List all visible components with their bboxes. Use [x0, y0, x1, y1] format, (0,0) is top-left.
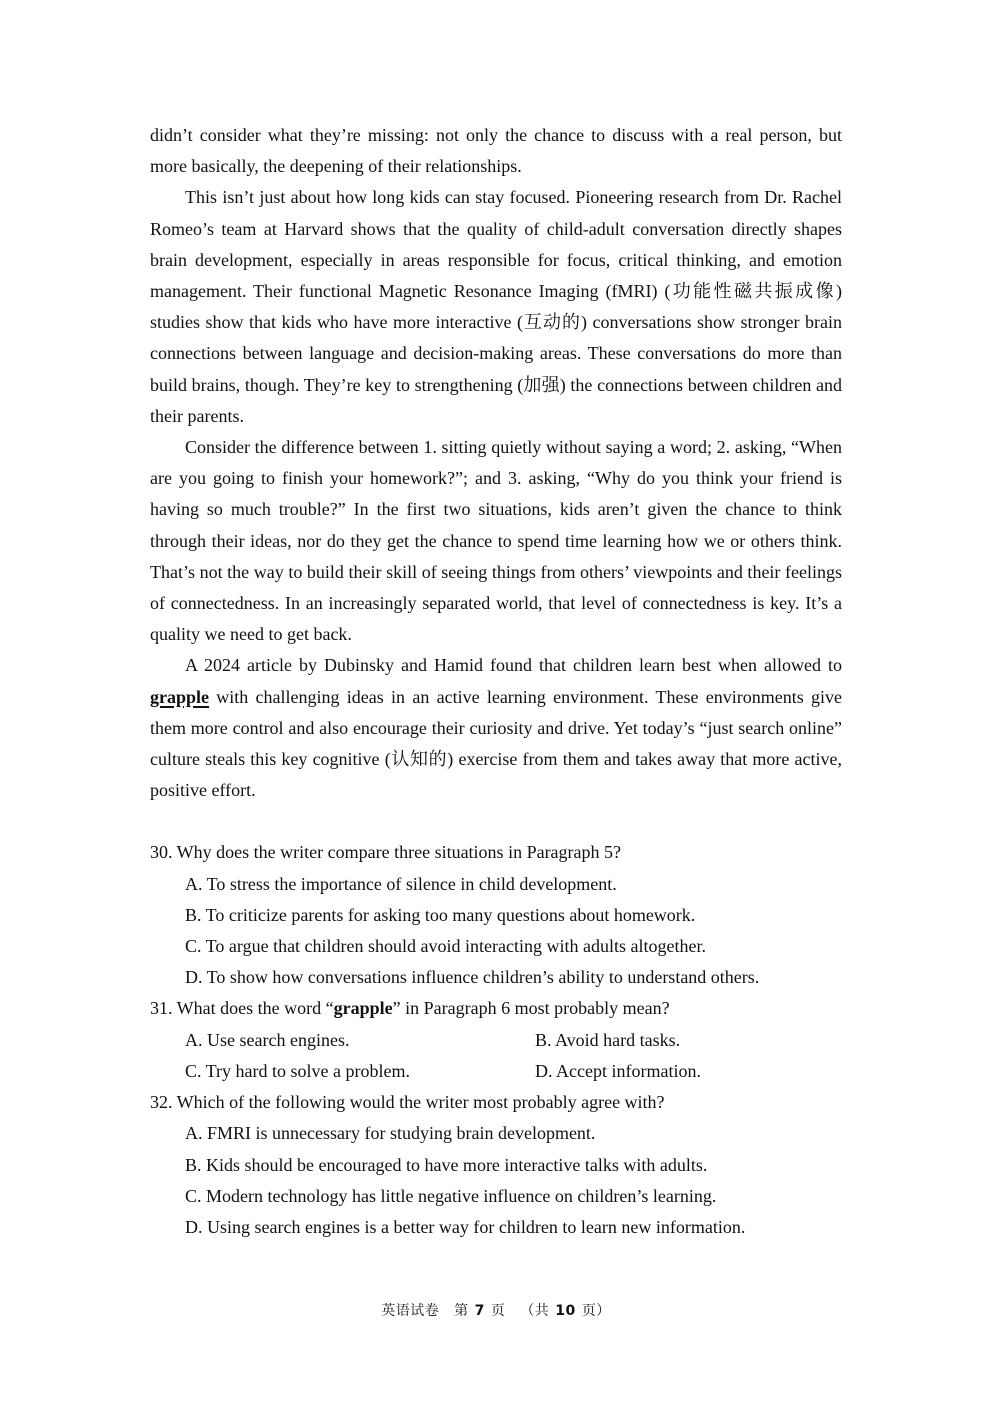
- paragraph-6: [150, 650, 842, 806]
- exam-page-content: [150, 120, 842, 1243]
- question-32-option-d: D. Using search engines is a better way for children to learn new information.: [185, 1216, 746, 1237]
- question-31-option-a: A. Use search engines.: [185, 1029, 350, 1050]
- question-31: [150, 993, 842, 1087]
- question-31-keyword: grapple: [333, 998, 393, 1019]
- question-32-option-b: B. Kids should be encouraged to have more interactive talks with adults.: [185, 1154, 708, 1175]
- question-31-stem: [150, 993, 842, 1024]
- question-31-option-c: C. Try hard to solve a problem.: [185, 1060, 410, 1081]
- footer-page-number: 7: [474, 1303, 485, 1319]
- question-32-stem: 32. Which of the following would the writer most probably agree with?: [150, 1092, 665, 1113]
- question-30-option-c: C. To argue that children should avoid interacting with adults altogether.: [185, 936, 706, 957]
- question-31-stem-after: ” in Paragraph 6 most probably mean?: [392, 998, 670, 1019]
- page-footer: [0, 1300, 992, 1320]
- paragraph-6-before: A 2024 article by Dubinsky and Hamid found that children learn best when allowed to: [185, 655, 842, 676]
- questions-section: [150, 837, 842, 1243]
- paragraph-4: This isn’t just about how long kids can stay focused. Pioneering research from Dr. Rachel Romeo’s team at Harvard shows that the quality of child-adult conversation directly shapes brain development, especially in areas responsible for focus, critical thinking, and emotion management. Their functional Magnetic Resonance Imaging (fMRI) (功能性磁共振成像) studies show that kids who have more interactive (互动的) conversations show stronger brain connections between language and decision-making areas. These conversations do more than build brains, though. They’re key to strengthening (加强) the connections between children and their parents.: [150, 187, 842, 426]
- footer-page-prefix: 第: [454, 1303, 469, 1319]
- paragraph-continued: didn’t consider what they’re missing: not only the chance to discuss with a real person, but more basically, the deepening of their relationships.: [150, 125, 842, 177]
- question-32-option-c: C. Modern technology has little negative influence on children’s learning.: [185, 1185, 717, 1206]
- question-32-option-a: A. FMRI is unnecessary for studying brain development.: [185, 1123, 596, 1144]
- question-30-option-d: D. To show how conversations influence children’s ability to understand others.: [185, 967, 760, 988]
- question-31-option-d: D. Accept information.: [535, 1060, 701, 1081]
- footer-total-prefix: （共: [520, 1303, 550, 1319]
- question-32: [150, 1087, 842, 1243]
- footer-subject: 英语试卷: [381, 1303, 440, 1319]
- footer-total-suffix: 页）: [581, 1303, 611, 1319]
- question-30: [150, 837, 842, 993]
- paragraph-5: Consider the difference between 1. sitting quietly without saying a word; 2. asking, “When are you going to finish your homework?”; and 3. asking, “Why do you think your friend is having so much trouble?” In the first two situations, kids aren’t given the chance to think through their ideas, nor do they get the chance to spend time learning how we or others think. That’s not the way to build their skill of seeing things from others’ viewpoints and their feelings of connectedness. In an increasingly separated world, that level of connectedness is key. It’s a quality we need to get back.: [150, 437, 842, 645]
- question-30-stem: 30. Why does the writer compare three situations in Paragraph 5?: [150, 842, 622, 863]
- question-30-option-a: A. To stress the importance of silence in child development.: [185, 873, 617, 894]
- keyword-grapple: grapple: [150, 686, 210, 707]
- question-30-option-b: B. To criticize parents for asking too many questions about homework.: [185, 904, 696, 925]
- footer-total-number: 10: [555, 1303, 576, 1319]
- question-31-option-b: B. Avoid hard tasks.: [535, 1029, 681, 1050]
- footer-page-suffix: 页: [490, 1303, 506, 1319]
- question-31-stem-before: 31. What does the word “: [150, 998, 334, 1019]
- question-31-options-row-1: [150, 1025, 842, 1056]
- paragraph-6-after: with challenging ideas in an active learning environment. These environments give them more control and also encourage their curiosity and drive. Yet today’s “just search online” culture steals this key cognitive (认知的) exercise from them and takes away that more active, positive effort.: [150, 686, 842, 801]
- question-31-options-row-2: [150, 1056, 842, 1087]
